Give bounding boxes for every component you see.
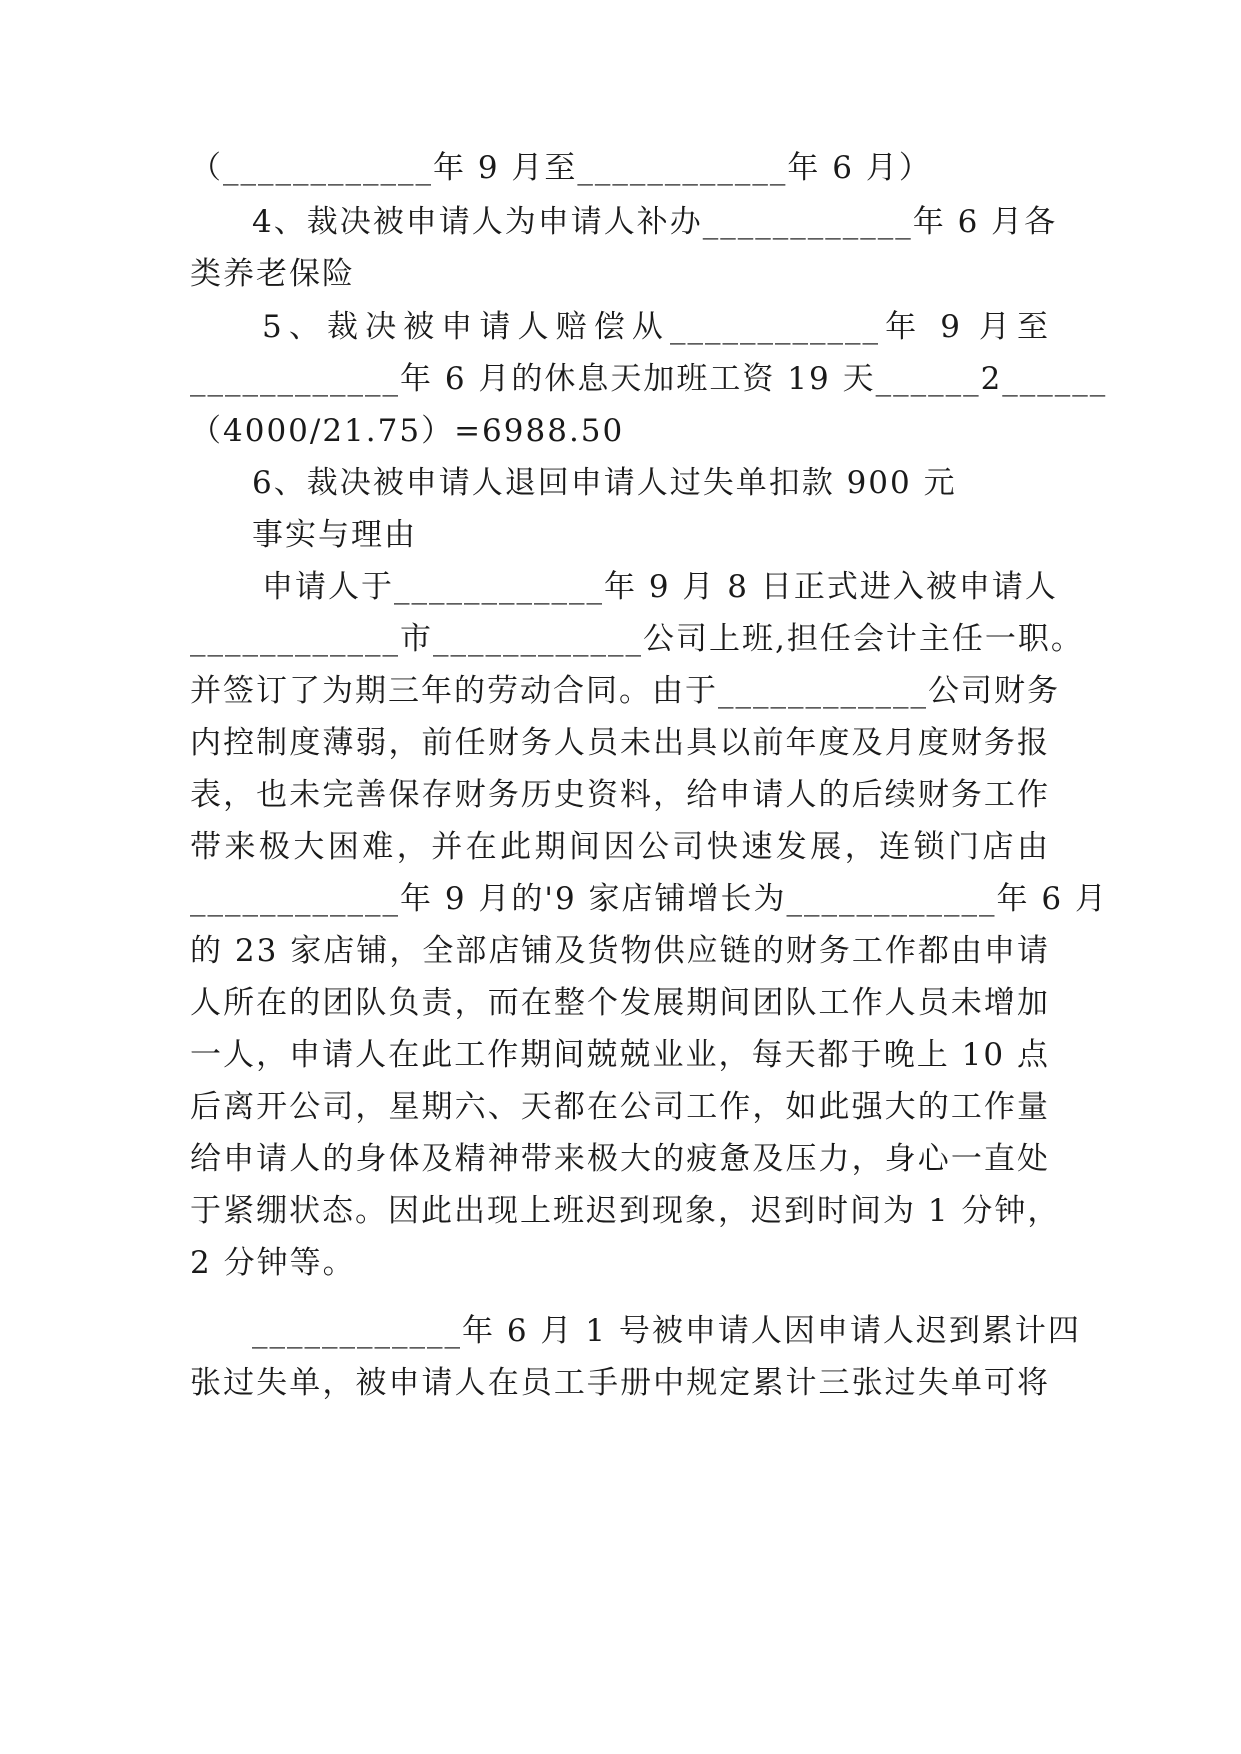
text-line: 4、裁决被申请人为申请人补办____________年 6 月各 [252, 204, 1058, 240]
text-line: 6、裁决被申请人退回申请人过失单扣款 900 元 [252, 465, 957, 501]
text-line: 张过失单，被申请人在员工手册中规定累计三张过失单可将 [190, 1365, 1050, 1401]
text-line: ____________市____________公司上班,担任会计主任一职。 [190, 621, 1084, 657]
text-line: 内控制度薄弱，前任财务人员未出具以前年度及月度财务报 [190, 725, 1050, 761]
text-line: 给申请人的身体及精神带来极大的疲惫及压力，身心一直处 [190, 1141, 1050, 1177]
text-line: （4000/21.75）=6988.50 [190, 413, 625, 449]
text-line: 2 分钟等。 [190, 1245, 356, 1281]
section-heading: 事实与理由 [252, 517, 417, 553]
text-line: 于紧绷状态。因此出现上班迟到现象，迟到时间为 1 分钟， [190, 1193, 1061, 1229]
text-line: 带来极大困难，并在此期间因公司快速发展，连锁门店由 [190, 829, 1050, 865]
text-line: 后离开公司，星期六、天都在公司工作，如此强大的工作量 [190, 1089, 1050, 1125]
text-line: 一人，申请人在此工作期间兢兢业业，每天都于晚上 10 点 [190, 1037, 1050, 1073]
text-line: 申请人于____________年 9 月 8 日正式进入被申请人 [262, 569, 1058, 605]
text-line: 并签订了为期三年的劳动合同。由于____________公司财务 [190, 673, 1060, 709]
text-line: 5、裁决被申请人赔偿从____________年 9 月至 [262, 309, 1050, 345]
text-line: ____________年 6 月 1 号被申请人因申请人迟到累计四 [252, 1313, 1081, 1349]
text-line: 的 23 家店铺，全部店铺及货物供应链的财务工作都由申请 [190, 933, 1050, 969]
text-line: 人所在的团队负责，而在整个发展期间团队工作人员未增加 [190, 985, 1050, 1021]
text-line: （____________年 9 月至____________年 6 月） [190, 150, 932, 186]
text-line: ____________年 9 月的'9 家店铺增长为____________年 6 月 [190, 881, 1108, 917]
text-line: 表，也未完善保存财务历史资料，给申请人的后续财务工作 [190, 777, 1050, 813]
text-line: ____________年 6 月的休息天加班工资 19 天______2______ [190, 361, 1108, 397]
text-line: 类养老保险 [190, 256, 355, 292]
